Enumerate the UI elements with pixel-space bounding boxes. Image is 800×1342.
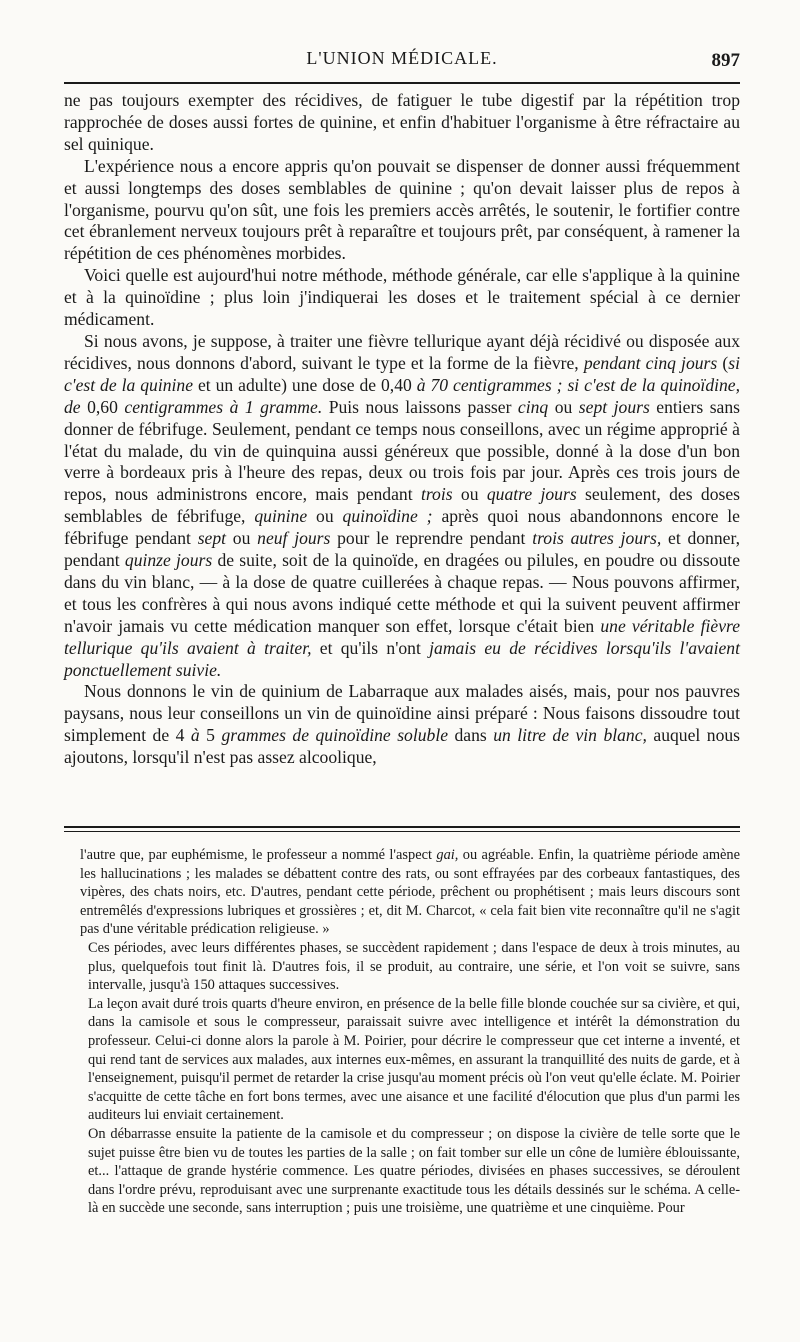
header-rule: [64, 82, 740, 84]
main-body: [64, 90, 740, 769]
footnote-paragraph-4: On débarrasse ensuite la patiente de la camisole et du compresseur ; on dispose la civière de telle sorte que le sujet puisse être bien vu de toutes les parties de la salle ; on fait tomber sur elle un cône de lumière éblouissante, et... l'attaque de grande hystérie commence. Les quatre périodes, divisées en phases successives, se déroulent dans l'ordre prévu, reproduisant avec une surprenante exactitude tous les détails dessinés sur le schéma. A celle-là en succède une seconde, sans interruption ; puis une troisième, une quatrième et une cinquième. Pour: [88, 1125, 740, 1217]
paragraph-3: Voici quelle est aujourd'hui notre méthode, méthode générale, car elle s'applique à la quinine et à la quinoïdine ; plus loin j'indiquerai les doses et le traitement spécial à ce dernier médicament.: [64, 265, 740, 330]
running-title: L'UNION MÉDICALE.: [306, 48, 498, 68]
footnote-separator: [64, 826, 740, 832]
footnote-paragraph-3: La leçon avait duré trois quarts d'heure environ, en présence de la belle fille blonde couchée sur sa civière, et qui, dans la camisole et sous le compresseur, paraissait suivre avec intelligence et intérêt la démonstration du professeur. Celui-ci donne alors la parole à M. Poirier, pour décrire le compresseur que cet interne a inventé, et qui rend tant de services aux malades, aux internes eux-mêmes, en assurant la tranquillité des nuits de garde, et à l'enseignement, puisqu'il permet de retarder la crise jusqu'au moment précis où l'on veut qu'elle éclate. M. Poirier s'acquitte de cette tâche en fort bons termes, avec une aisance et une facilité d'élocution que plus d'un parmi les auditeurs lui enviait certainement.: [88, 995, 740, 1124]
page-number: 897: [711, 50, 740, 71]
paragraph-4: Si nous avons, je suppose, à traiter une fièvre tellurique ayant déjà récidivé ou disposée aux récidives, nous donnons d'abord, suivant le type et la forme de la fièvre, pendant cinq jours (si c'est de la quinine et un adulte) une dose de 0,40 à 70 centigrammes ; si c'est de la quinoïdine, de 0,60 centigrammes à 1 gramme. Puis nous laissons passer cinq ou sept jours entiers sans donner de fébrifuge. Seulement, pendant ce temps nous conseillons, avec un régime approprié à l'état du malade, du vin de quinquina aussi généreux que possible, donné à la dose d'un bon verre à bordeaux pris à l'heure des repas, deux ou trois fois par jour. Après ces trois jours de repos, nous administrons encore, mais pendant trois ou quatre jours seulement, des doses semblables de fébrifuge, quinine ou quinoïdine ; après quoi nous abandonnons encore le fébrifuge pendant sept ou neuf jours pour le reprendre pendant trois autres jours, et donner, pendant quinze jours de suite, soit de la quinoïde, en dragées ou pilules, en poudre ou dissoute dans du vin blanc, — à la dose de quatre cuillerées à chaque repas. — Nous pouvons affirmer, et tous les confrères à qui nous avons indiqué cette méthode et qui la suivent peuvent affirmer n'avoir jamais vu cette médication manquer son effet, lorsque c'était bien une véritable fièvre tellurique qu'ils avaient à traiter, et qu'ils n'ont jamais eu de récidives lorsqu'ils l'avaient ponctuellement suivie.: [64, 330, 741, 680]
footnote-paragraph-2: Ces périodes, avec leurs différentes phases, se succèdent rapidement ; dans l'espace de deux à trois minutes, au plus, quelquefois tout finit là. D'autres fois, il se produit, au contraire, une série, et l'on voit se suivre, sans intervalle, jusqu'à 150 attaques successives.: [88, 939, 740, 994]
paragraph-2: L'expérience nous a encore appris qu'on pouvait se dispenser de donner aussi fréquemment et aussi longtemps des doses semblables de quinine ; qu'on devait laisser plus de repos à l'organisme, pourvu qu'on sût, une fois les premiers accès arrêtés, le soutenir, le fortifier contre cet ébranlement nerveux toujours prêt à reparaître et toujours prêt, par conséquent, à ramener la répétition de ces phénomènes morbides.: [64, 155, 740, 264]
paragraph-1: ne pas toujours exempter des récidives, de fatiguer le tube digestif par la répétition trop rapprochée de doses aussi fortes de quinine, et enfin d'habituer l'organisme à être réfractaire au sel quinique.: [64, 90, 740, 154]
footnote-paragraph-1: l'autre que, par euphémisme, le professeur a nommé l'aspect gai, ou agréable. Enfin, la quatrième période amène les hallucinations ; les malades se débattent contre des rats, ou sont effrayées par des corbeaux fantastiques, des vipères, des chats noirs, etc. D'autres, pendant cette période, prêchent ou prophétisent ; mais leurs discours sont entremêlés d'expressions lubriques et grossières ; et, dit M. Charcot, « cela fait bien vite reconnaître qu'il ne s'agit pas d'une véritable prédication religieuse. »: [80, 847, 741, 938]
page-header: [64, 44, 740, 80]
footnote-body: [80, 846, 741, 1218]
paragraph-5: Nous donnons le vin de quinium de Labarraque aux malades aisés, mais, pour nos pauvres paysans, nous leur conseillons un vin de quinoïdine ainsi préparé : Nous faisons dissoudre tout simplement de 4 à 5 grammes de quinoïdine soluble dans un litre de vin blanc, auquel nous ajoutons, lorsqu'il n'est pas assez alcoolique,: [64, 681, 741, 768]
